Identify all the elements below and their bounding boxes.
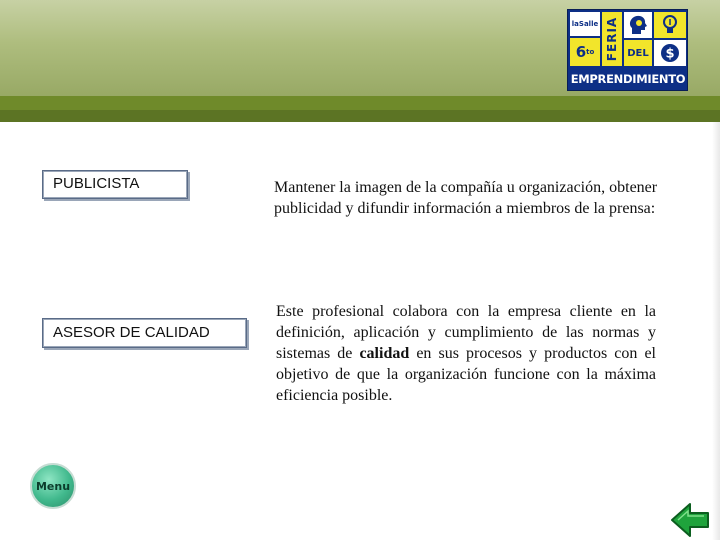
bold-keyword: calidad	[359, 345, 410, 362]
del-label: DEL	[624, 40, 652, 66]
role-description-publicista: Mantener la imagen de la compañía u organización, obtener publicidad y difundir información a miembros de la prensa:	[274, 179, 658, 217]
head-icon	[624, 12, 652, 38]
feria-label: FERIA	[602, 12, 622, 66]
dollar-icon	[654, 40, 686, 66]
emprendimiento-label: EMPRENDIMIENTO	[570, 68, 686, 90]
menu-button[interactable]: Menu	[30, 463, 76, 509]
role-description-asesor-calidad: Este profesional colabora con la empresa cliente en la definición, aplicación y cumplimiento de las normas y sistemas de calidad en sus procesos y productos con el objetivo de que la organización funcione con la máxima eficiencia posible.	[276, 303, 656, 404]
svg-text:$: $	[665, 46, 675, 62]
header-band-light	[0, 96, 720, 110]
role-box-publicista: PUBLICISTA	[42, 170, 188, 199]
brand-mark: laSalle	[570, 12, 600, 36]
back-arrow-icon[interactable]	[670, 500, 710, 540]
role-box-asesor-calidad: ASESOR DE CALIDAD	[42, 318, 247, 348]
feria-emprendimiento-logo	[567, 9, 688, 91]
lightbulb-icon	[654, 12, 686, 38]
edition-number: 6 to	[570, 38, 600, 66]
content-side-shadow	[712, 122, 720, 540]
header-band-dark	[0, 110, 720, 122]
